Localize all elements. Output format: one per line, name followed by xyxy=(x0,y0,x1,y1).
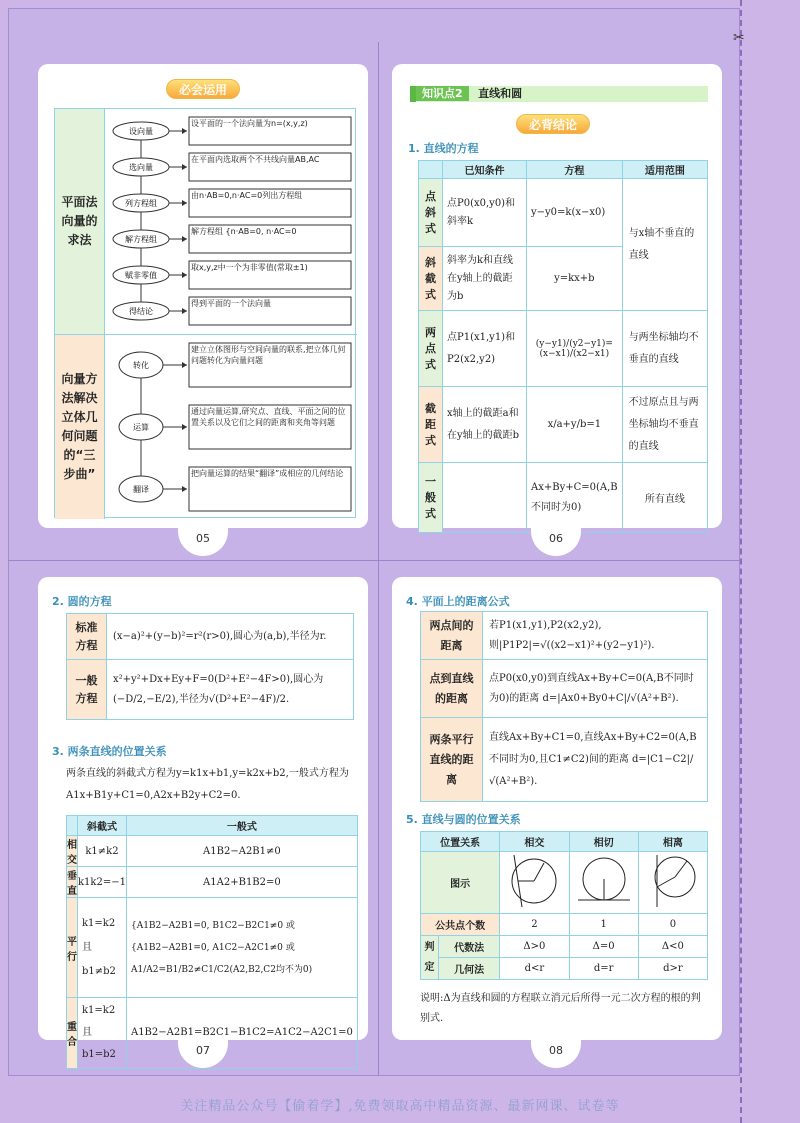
flow-step-name: 解方程组 xyxy=(125,235,157,244)
flowchart-1 xyxy=(107,109,355,333)
row-general: A1A2+B1B2=0 xyxy=(126,867,357,898)
flow-step-name: 翻译 xyxy=(133,485,149,494)
row-condition xyxy=(443,463,527,533)
topic-tag xyxy=(410,86,708,102)
common-points-intersect: 2 xyxy=(500,914,569,936)
page-divider-vertical xyxy=(378,42,379,1076)
row-range: 与两坐标轴均不垂直的直线 xyxy=(622,311,707,387)
flow-step-text: 由n·AB=0,n·AC=0列出方程组 xyxy=(191,191,303,200)
header-blank xyxy=(67,816,78,836)
distance-parallel-label: 两条平行直线的距离 xyxy=(421,718,483,802)
circle-general-label: 一般方程 xyxy=(67,660,107,720)
distance-point-line-label: 点到直线的距离 xyxy=(421,660,483,718)
row-equation: y=kx+b xyxy=(527,247,623,311)
row-name: 两点式 xyxy=(419,311,443,387)
row-slope: k1≠k2 xyxy=(78,836,127,867)
row-slope: k1=k2 且 b1=b2 xyxy=(78,998,127,1069)
badge-must-recite: 必背结论 xyxy=(516,114,590,134)
arrow-icon xyxy=(182,486,187,492)
circle-general-text: x²+y²+Dx+Ey+F=0(D²+E²−4F>0),圆心为(−D/2,−E/2),半径为√(D²+E²−4F)/2. xyxy=(107,660,354,720)
row-general: A1B2−A2B1=B2C1−B1C2=A1C2−A2C1=0 xyxy=(126,998,357,1069)
arrow-icon xyxy=(182,128,187,134)
circle-intersect-figure xyxy=(504,853,564,909)
two-lines-intro: 两条直线的斜截式方程为y=k1x+b1,y=k2x+b2,一般式方程为A1x+B1y+C1=0,A2x+B2y+C2=0. xyxy=(66,768,349,801)
section-distance: 4. 平面上的距离公式 xyxy=(406,595,510,608)
row-condition: 点P1(x1,y1)和P2(x2,y2) xyxy=(443,311,527,387)
geometry-intersect: d<r xyxy=(500,958,569,980)
row-condition: x轴上的截距a和在y轴上的截距b xyxy=(443,387,527,463)
geometry-tangent: d=r xyxy=(569,958,638,980)
scissors-icon: ✂ xyxy=(733,30,745,46)
flow-step-name: 得结论 xyxy=(129,307,153,316)
row-condition: 点P0(x0,y0)和斜率k xyxy=(443,179,527,247)
header-range: 适用范围 xyxy=(622,161,707,179)
flow-panel xyxy=(54,108,356,518)
flow-step-text: 解方程组 {n·AB=0, n·AC=0 xyxy=(191,227,297,236)
arrow-icon xyxy=(182,424,187,430)
row-equation: x/a+y/b=1 xyxy=(527,387,623,463)
row-range: 所有直线 xyxy=(622,463,707,533)
row-slope: k1k2=−1 xyxy=(78,867,127,898)
circle-tangent-figure xyxy=(574,853,634,909)
page-number-07: 07 xyxy=(178,1040,228,1068)
topic-tag-number: 知识点2 xyxy=(416,86,469,101)
algebra-label: 代数法 xyxy=(439,936,500,958)
flow-step-name: 赋非零值 xyxy=(125,271,157,280)
footer-promo: 关注精品公众号【偷着学】,免费领取高中精品资源、最新网课、试卷等 xyxy=(180,1099,620,1114)
two-lines-table xyxy=(66,815,358,1069)
algebra-tangent: Δ=0 xyxy=(569,936,638,958)
distance-two-points-label: 两点间的距离 xyxy=(421,612,483,660)
section-line-circle: 5. 直线与圆的位置关系 xyxy=(406,813,521,826)
section-two-lines: 3. 两条直线的位置关系 xyxy=(52,745,167,758)
header-general-form: 一般式 xyxy=(126,816,357,836)
row-general: {A1B2−A2B1=0, B1C2−B2C1≠0 或 {A1B2−A2B1=0, A1C2−A2C1≠0 或A1/A2=B1/B2≠C1/C2(A2,B2,C2均不为0) xyxy=(126,898,357,998)
figure-separate xyxy=(638,852,707,914)
flow-step-name: 运算 xyxy=(133,423,149,432)
row-name: 平行 xyxy=(67,898,78,998)
line-circle-table xyxy=(420,831,708,980)
common-points-tangent: 1 xyxy=(569,914,638,936)
label-three-steps: 向量方法解决立体几何问题的“三步曲” xyxy=(55,334,105,519)
line-equation-table xyxy=(418,160,708,533)
arrow-icon xyxy=(182,362,187,368)
algebra-intersect: Δ>0 xyxy=(500,936,569,958)
section-line-equations: 1. 直线的方程 xyxy=(408,142,479,155)
row-range: 不过原点且与两坐标轴均不垂直的直线 xyxy=(622,387,707,463)
row-name: 一般式 xyxy=(419,463,443,533)
circle-standard-label: 标准方程 xyxy=(67,614,107,660)
page-number-06: 06 xyxy=(531,528,581,556)
arrow-icon xyxy=(182,308,187,314)
row-name: 截距式 xyxy=(419,387,443,463)
flow-step-text: 通过向量运算,研究点、直线、平面之间的位置关系以及它们之间的距离和夹角等问题 xyxy=(191,407,346,427)
note: 说明:Δ为直线和圆的方程联立消元后所得一元二次方程的根的判别式. xyxy=(420,993,701,1024)
arrow-icon xyxy=(182,200,187,206)
circle-table xyxy=(66,613,354,720)
geometry-label: 几何法 xyxy=(439,958,500,980)
arrow-icon xyxy=(182,164,187,170)
flow-step-text: 建立立体图形与空间向量的联系,把立体几何问题转化为向量问题 xyxy=(191,345,346,365)
flow-step-text: 把向量运算的结果“翻译”成相应的几何结论 xyxy=(191,469,344,478)
row-range: 与x轴不垂直的直线 xyxy=(622,179,707,311)
flowchart-2 xyxy=(107,335,355,519)
row-name: 垂直 xyxy=(67,867,78,898)
figure-intersect xyxy=(500,852,569,914)
distance-point-line-text: 点P0(x0,y0)到直线Ax+By+C=0(A,B不同时为0)的距离 d=|Ax0+By0+C|/√(A²+B²). xyxy=(483,660,708,718)
row-general: A1B2−A2B1≠0 xyxy=(126,836,357,867)
row-name: 斜截式 xyxy=(419,247,443,311)
distance-two-points-text: 若P1(x1,y1),P2(x2,y2),则|P1P2|=√((x2−x1)²+(y2−y1)²). xyxy=(483,612,708,660)
topic-tag-title: 直线和圆 xyxy=(478,87,523,100)
figure-label: 图示 xyxy=(421,852,500,914)
page-08 xyxy=(392,577,722,1040)
page-divider-horizontal xyxy=(8,560,740,561)
flow-step-name: 选向量 xyxy=(129,163,153,172)
arrow-icon xyxy=(182,236,187,242)
header-intersect: 相交 xyxy=(500,832,569,852)
row-condition: 斜率为k和直线在y轴上的截距为b xyxy=(443,247,527,311)
header-slope-form: 斜截式 xyxy=(78,816,127,836)
flow-step-text: 得到平面的一个法向量 xyxy=(191,299,271,308)
row-name: 点斜式 xyxy=(419,179,443,247)
flow-step-text: 设平面的一个法向量为n=(x,y,z) xyxy=(191,119,308,128)
row-slope: k1=k2 且 b1≠b2 xyxy=(78,898,127,998)
header-position: 位置关系 xyxy=(421,832,500,852)
header-separate: 相离 xyxy=(638,832,707,852)
header-tangent: 相切 xyxy=(569,832,638,852)
arrow-icon xyxy=(182,272,187,278)
flow-step-text: 在平面内选取两个不共线向量AB,AC xyxy=(191,155,320,164)
flow-step-name: 设向量 xyxy=(129,127,153,136)
header-equation: 方程 xyxy=(527,161,623,179)
flow-step-text: 取x,y,z中一个为非零值(常取±1) xyxy=(191,263,308,272)
page-number-08: 08 xyxy=(531,1040,581,1068)
row-name: 重合 xyxy=(67,998,78,1069)
cut-line xyxy=(740,0,742,1123)
row-equation: (y−y1)/(y2−y1)=(x−x1)/(x2−x1) xyxy=(527,311,623,387)
flow-step-name: 转化 xyxy=(133,361,149,370)
distance-parallel-text: 直线Ax+By+C1=0,直线Ax+By+C2=0(A,B不同时为0,且C1≠C2)间的距离 d=|C1−C2|/√(A²+B²). xyxy=(483,718,708,802)
distance-table xyxy=(420,611,708,802)
row-equation: y−y0=k(x−x0) xyxy=(527,179,623,247)
algebra-separate: Δ<0 xyxy=(638,936,707,958)
judge-label: 判定 xyxy=(421,936,439,980)
flow-step-name: 列方程组 xyxy=(125,199,157,208)
header-condition: 已知条件 xyxy=(443,161,527,179)
common-points-label: 公共点个数 xyxy=(421,914,500,936)
page-number-05: 05 xyxy=(178,528,228,556)
row-name: 相交 xyxy=(67,836,78,867)
row-equation: Ax+By+C=0(A,B不同时为0) xyxy=(527,463,623,533)
label-normal-vector: 平面法向量的求法 xyxy=(55,109,105,334)
section-circle-equation: 2. 圆的方程 xyxy=(52,595,112,608)
figure-tangent xyxy=(569,852,638,914)
page-05 xyxy=(38,64,368,528)
badge-must-use: 必会运用 xyxy=(166,79,240,99)
geometry-separate: d>r xyxy=(638,958,707,980)
page-06 xyxy=(392,64,722,528)
circle-separate-figure xyxy=(643,853,703,909)
circle-standard-text: (x−a)²+(y−b)²=r²(r>0),圆心为(a,b),半径为r. xyxy=(107,614,354,660)
common-points-separate: 0 xyxy=(638,914,707,936)
